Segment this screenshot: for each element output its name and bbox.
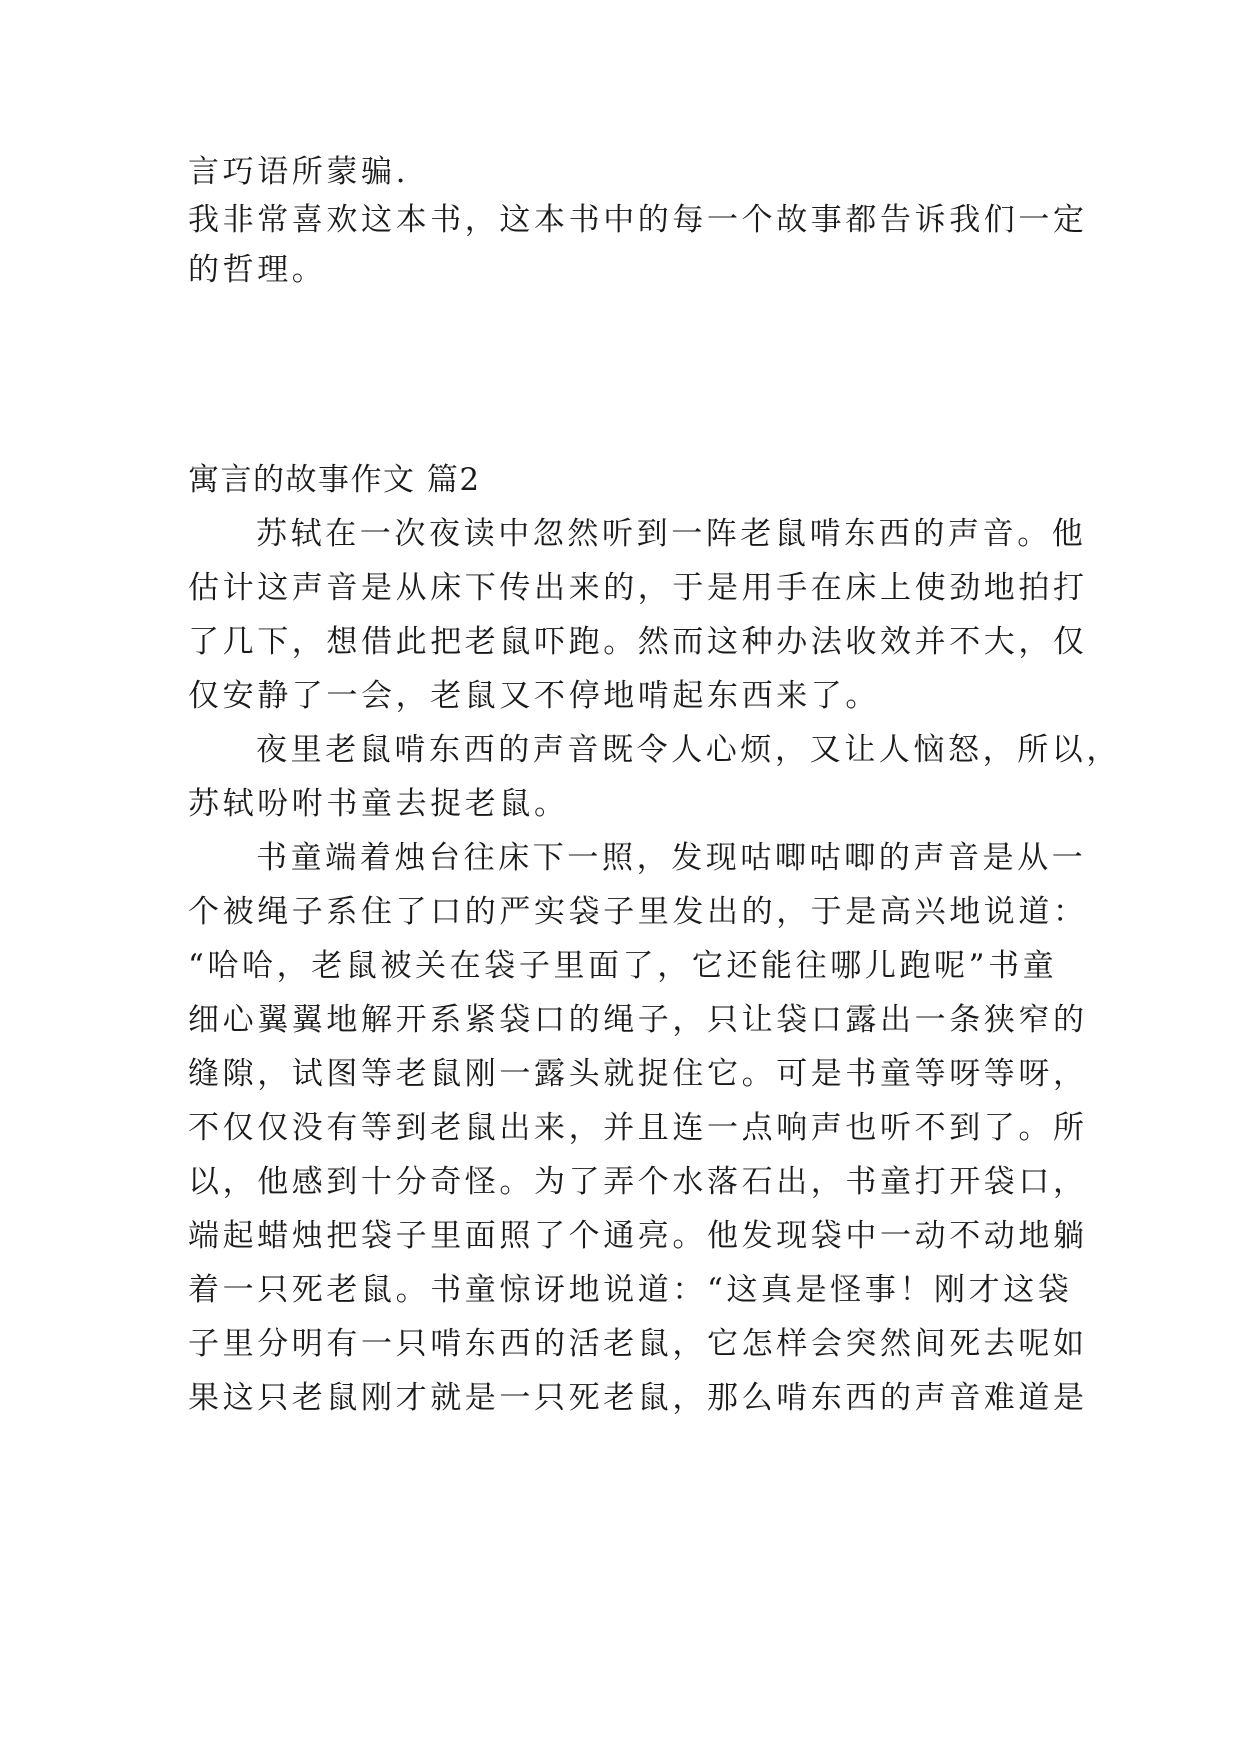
paragraph-line: 端起蜡烛把袋子里面照了个通亮。他发现袋中一动不动地躺 (188, 1218, 1088, 1254)
paragraph-line: 不仅仅没有等到老鼠出来，并且连一点响声也听不到了。所 (188, 1110, 1088, 1146)
paragraph-line: 苏轼吩咐书童去捉老鼠。 (188, 786, 569, 822)
text-line: 的哲理。 (188, 252, 327, 288)
paragraph-line: 夜里老鼠啃东西的声音既令人心烦，又让人恼怒，所以， (256, 732, 1121, 768)
paragraph-line: 以，他感到十分奇怪。为了弄个水落石出，书童打开袋口， (188, 1164, 1088, 1200)
paragraph-line: 缝隙，试图等老鼠刚一露头就捉住它。可是书童等呀等呀， (188, 1056, 1088, 1092)
paragraph-line: 书童端着烛台往床下一照，发现咕唧咕唧的声音是从一 (256, 840, 1087, 876)
paragraph-line: “哈哈，老鼠被关在袋子里面了，它还能往哪儿跑呢”书童 (188, 948, 1058, 984)
paragraph-line: 果这只老鼠刚才就是一只死老鼠，那么啃东西的声音难道是 (188, 1380, 1088, 1416)
section-heading: 寓言的故事作文 篇2 (188, 462, 481, 498)
paragraph-line: 着一只死老鼠。书童惊讶地说道：“这真是怪事！刚才这袋 (188, 1272, 1073, 1308)
paragraph-line: 个被绳子系住了口的严实袋子里发出的，于是高兴地说道： (188, 894, 1088, 930)
paragraph-line: 了几下，想借此把老鼠吓跑。然而这种办法收效并不大，仅 (188, 624, 1088, 660)
text-line: 我非常喜欢这本书，这本书中的每一个故事都告诉我们一定 (188, 202, 1088, 238)
paragraph-line: 子里分明有一只啃东西的活老鼠，它怎样会突然间死去呢如 (188, 1326, 1088, 1362)
paragraph-line: 仅安静了一会，老鼠又不停地啃起东西来了。 (188, 678, 880, 714)
paragraph-line: 估计这声音是从床下传出来的，于是用手在床上使劲地拍打 (188, 570, 1088, 606)
text-line: 言巧语所蒙骗. (188, 154, 410, 190)
paragraph-line: 细心翼翼地解开系紧袋口的绳子，只让袋口露出一条狭窄的 (188, 1002, 1088, 1038)
paragraph-line: 苏轼在一次夜读中忽然听到一阵老鼠啃东西的声音。他 (256, 516, 1087, 552)
